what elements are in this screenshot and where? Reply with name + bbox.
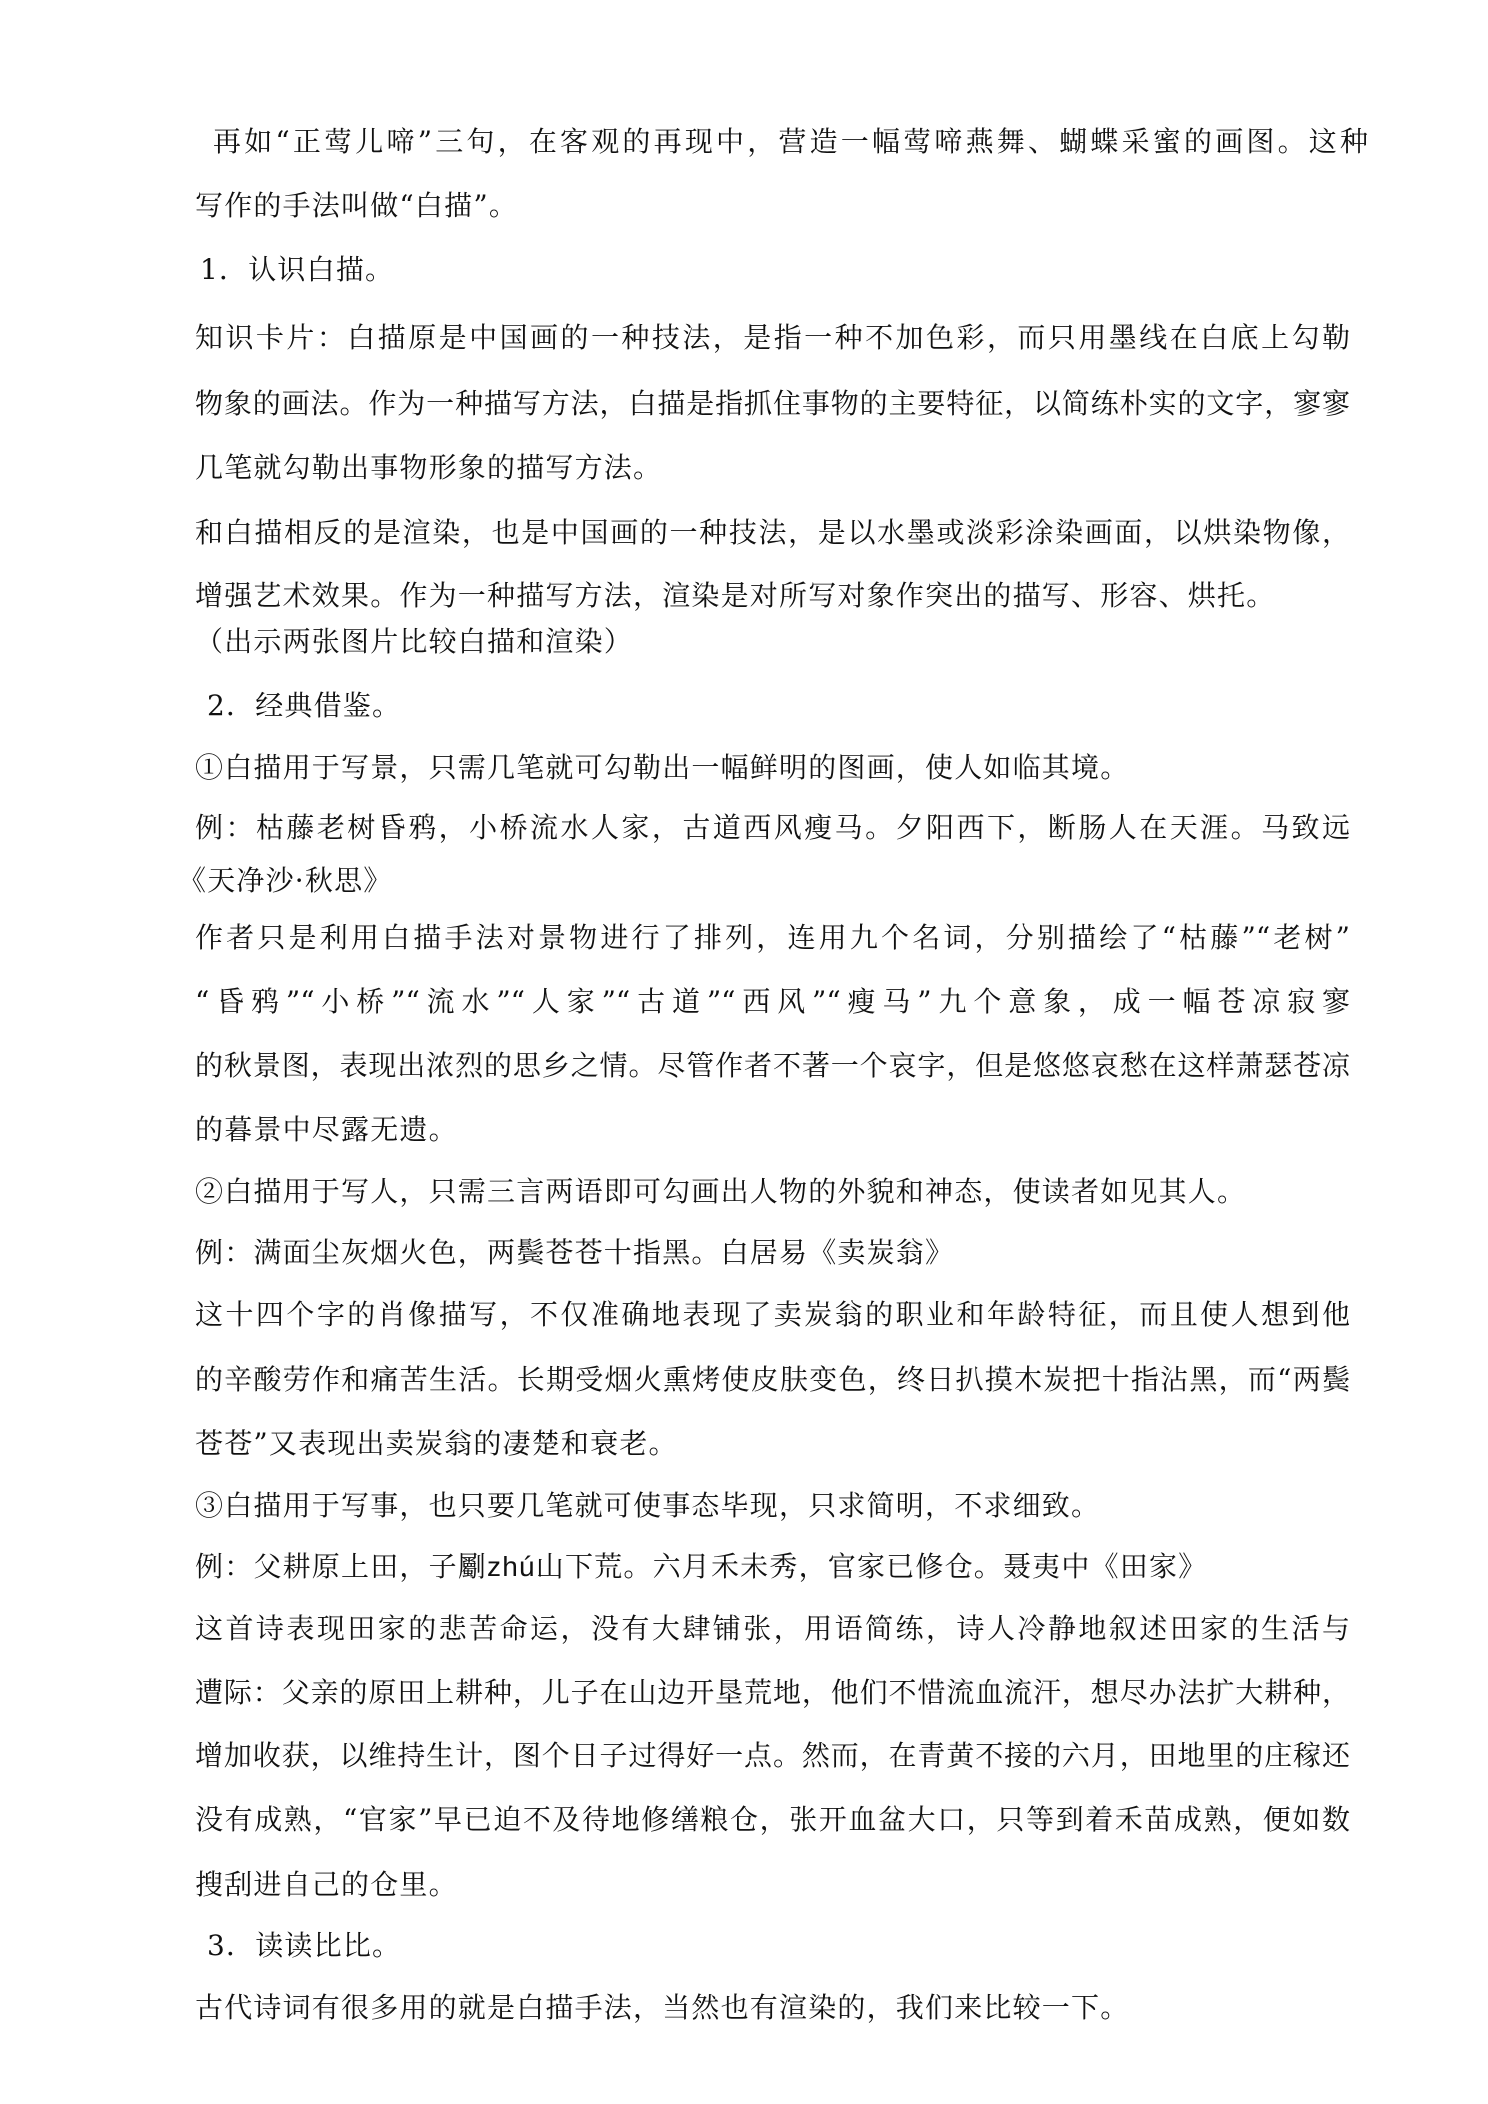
text-line-11: ①白描用于写景，只需几笔就可勾勒出一幅鲜明的图画，使人如临其境。 — [195, 751, 1130, 784]
text-line-14: 作者只是利用白描手法对景物进行了排列，连用九个名词，分别描绘了“枯藤”“老树” — [195, 921, 1350, 954]
text-line-2: 写作的手法叫做“白描”。 — [195, 189, 519, 222]
text-line-24 — [195, 1547, 1207, 1587]
text-line-7: 和白描相反的是渲染，也是中国画的一种技法，是以水墨或淡彩涂染画面，以烘染物像， — [195, 516, 1350, 549]
section-heading-3: 3．读读比比。 — [207, 1929, 402, 1962]
text-line-4: 知识卡片：白描原是中国画的一种技法，是指一种不加色彩，而只用墨线在白底上勾勒 — [195, 321, 1350, 354]
text-line-22: 苍苍”又表现出卖炭翁的凄楚和衰老。 — [195, 1427, 678, 1460]
text-line-15: “昏鸦”“小桥”“流水”“人家”“古道”“西风”“瘦马”九个意象，成一幅苍凉寂寥 — [195, 985, 1350, 1018]
text-line-19: 例：满面尘灰烟火色，两鬓苍苍十指黑。白居易《卖炭翁》 — [195, 1236, 955, 1269]
text-line-12: 例：枯藤老树昏鸦，小桥流水人家，古道西风瘦马。夕阳西下，断肠人在天涯。马致远 — [195, 811, 1350, 844]
text-line-6: 几笔就勾勒出事物形象的描写方法。 — [195, 451, 663, 484]
text-line-28: 没有成熟，“官家”早已迫不及待地修缮粮仓，张开血盆大口，只等到着禾苗成熟，便如数 — [195, 1803, 1350, 1836]
section-heading-2: 2．经典借鉴。 — [207, 689, 402, 722]
text-line-9: （出示两张图片比较白描和渲染） — [195, 625, 634, 658]
text-line-29: 搜刮进自己的仓里。 — [195, 1868, 458, 1901]
text-line-17: 的暮景中尽露无遗。 — [195, 1113, 458, 1146]
text-line-13: 《天净沙·秋思》 — [178, 864, 393, 897]
text-line-8: 增强艺术效果。作为一种描写方法，渲染是对所写对象作突出的描写、形容、烘托。 — [195, 579, 1276, 612]
text-line-31: 古代诗词有很多用的就是白描手法，当然也有渲染的，我们来比较一下。 — [195, 1991, 1130, 2024]
text-line-27: 增加收获，以维持生计，图个日子过得好一点。然而，在青黄不接的六月，田地里的庄稼还 — [195, 1739, 1350, 1772]
text-line-26: 遭际：父亲的原田上耕种，儿子在山边开垦荒地，他们不惜流血流汗，想尽办法扩大耕种， — [195, 1676, 1350, 1709]
pinyin-annotation: zhú — [487, 1551, 536, 1582]
text-line-16: 的秋景图，表现出浓烈的思乡之情。尽管作者不著一个哀字，但是悠悠哀愁在这样萧瑟苍凉 — [195, 1049, 1350, 1082]
text-line-24-part-1: 例：父耕原上田，子劚 — [195, 1550, 488, 1583]
text-line-24-part-2: 山下荒。六月禾未秀，官家已修仓。聂夷中《田家》 — [535, 1550, 1208, 1583]
text-line-20: 这十四个字的肖像描写，不仅准确地表现了卖炭翁的职业和年龄特征，而且使人想到他 — [195, 1298, 1350, 1331]
text-line-25: 这首诗表现田家的悲苦命运，没有大肆铺张，用语简练，诗人冷静地叙述田家的生活与 — [195, 1612, 1350, 1645]
section-heading-1: 1．认识白描。 — [200, 253, 395, 286]
text-line-23: ③白描用于写事，也只要几笔就可使事态毕现，只求简明，不求细致。 — [195, 1489, 1101, 1522]
text-line-18: ②白描用于写人，只需三言两语即可勾画出人物的外貌和神态，使读者如见其人。 — [195, 1175, 1247, 1208]
text-line-5: 物象的画法。作为一种描写方法，白描是指抓住事物的主要特征，以简练朴实的文字，寥寥 — [195, 387, 1350, 420]
text-line-1: 再如“正莺儿啼”三句，在客观的再现中，营造一幅莺啼燕舞、蝴蝶采蜜的画图。这种 — [213, 125, 1368, 158]
text-line-21: 的辛酸劳作和痛苦生活。长期受烟火熏烤使皮肤变色，终日扒摸木炭把十指沾黑，而“两鬓 — [195, 1363, 1350, 1396]
